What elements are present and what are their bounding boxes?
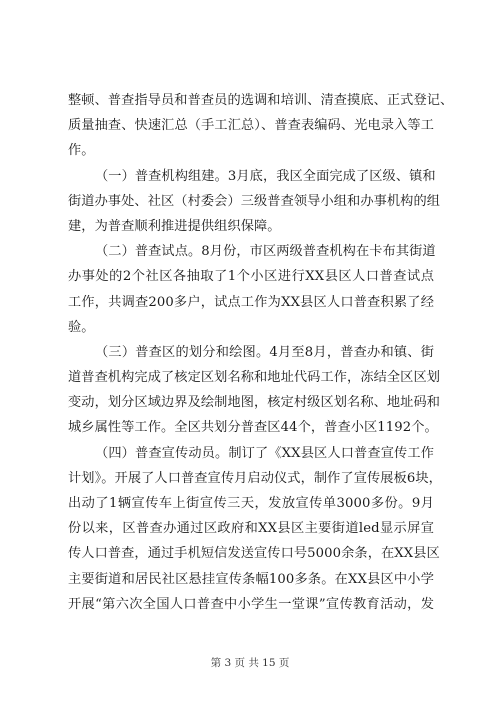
text-line: 验。: [68, 319, 95, 335]
paragraph-2-line: （二）普查试点。8月份，市区两级普查机构在卡布其街道: [95, 244, 436, 260]
text-line: 变动，划分区域边界及绘制地图，核定村级区划名称、地址码和: [68, 395, 441, 411]
paragraph-4-line: （四）普查宣传动员。制订了《XX县区人口普查宣传工作: [95, 445, 434, 461]
text-line: 质量抽查、快速汇总（手工汇总）、普查表编码、光电录入等工: [68, 118, 434, 134]
text-line: 城乡属性等工作。全区共划分普查区44个，普查小区1192个。: [68, 420, 438, 436]
text-line: 道普查机构完成了核定区划名称和地址代码工作，冻结全区区划: [68, 370, 441, 386]
text-line: 计划》。开展了人口普查宣传月启动仪式，制作了宣传展板6块，: [68, 470, 442, 486]
paragraph-3-line: （三）普查区的划分和绘图。4月至8月，普查办和镇、街: [95, 344, 434, 360]
text-line: 整顿、普查指导员和普查员的选调和培训、清查摸底、正式登记、: [68, 93, 454, 108]
text-line: 出动了1辆宣传车上街宣传三天，发放宣传单3000多份。9月: [68, 496, 434, 511]
page-footer: 第 3 页 共 15 页: [210, 657, 290, 669]
text-line: 传人口普查，通过手机短信发送宣传口号5000余条，在XX县区: [68, 546, 440, 562]
text-line: 开展“第六次全国人口普查中小学生一堂课”宣传教育活动，发: [68, 596, 434, 612]
body-text: [68, 88, 454, 617]
paragraph-1-line: （一）普查机构组建。3月底，我区全面完成了区级、镇和: [95, 168, 436, 184]
text-line: 办事处的2个社区各抽取了1个小区进行XX县区人口普查试点: [68, 269, 434, 285]
text-line: 建，为普查顺利推进提供组织保障。: [68, 218, 281, 234]
text-line: 作。: [68, 143, 95, 159]
text-line: 工作，共调查200多户，试点工作为XX县区人口普查积累了经: [68, 294, 434, 310]
text-line: 主要街道和居民社区悬挂宣传条幅100多条。在XX县区中小学: [68, 571, 434, 587]
text-line: 街道办事处、社区（村委会）三级普查领导小组和办事机构的组: [68, 193, 441, 209]
text-line: 份以来，区普查办通过区政府和XX县区主要街道led显示屏宣: [68, 521, 434, 537]
